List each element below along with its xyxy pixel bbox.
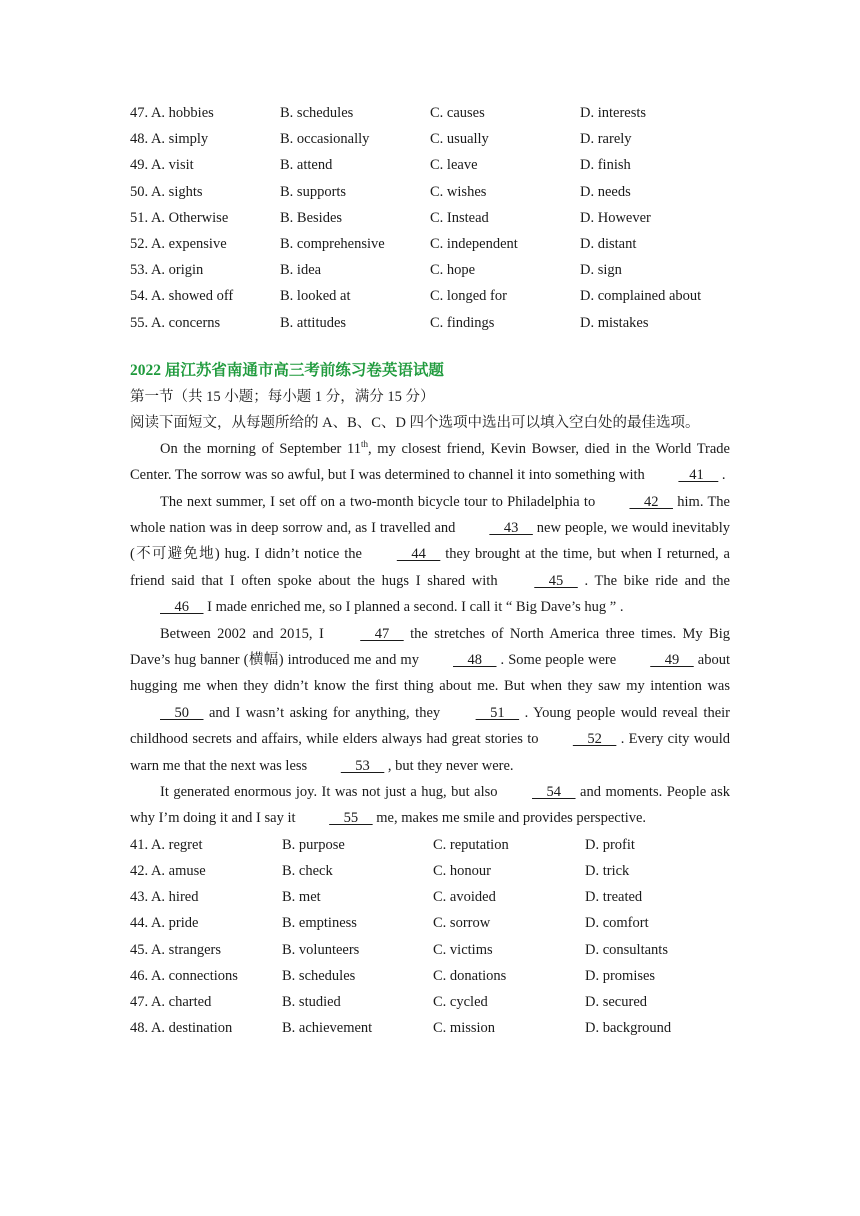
option-d: D. treated [585, 889, 643, 906]
option-b: B. attend [280, 157, 333, 174]
option-a: 42. A. amuse [130, 862, 206, 879]
passage-text: , my closest friend, Kevin Bowser, died in the World Trade Center. The sorrow was so awful, but I was determined to channel it into something with [130, 440, 730, 484]
passage-text: me, makes me smile and provides perspective. [372, 810, 647, 827]
option-a: 54. A. showed off [130, 288, 234, 305]
passage-text: and moments. People ask why I’m doing it and I say it [130, 783, 730, 827]
option-c: C. causes [430, 105, 485, 121]
option-c: C. honour [433, 862, 491, 879]
passage-text: . Young people would reveal their childhood secrets and affairs, while elders always had great stories to [130, 704, 730, 748]
option-b: B. met [282, 889, 321, 906]
blank-49: 49 [650, 651, 694, 668]
option-row-55 [130, 310, 730, 336]
option-d: D. secured [585, 993, 648, 1010]
option-c: C. leave [430, 157, 478, 174]
option-a: 44. A. pride [130, 915, 199, 932]
option-b: B. supports [280, 183, 347, 200]
option-b: B. purpose [282, 836, 345, 853]
option-d: D. comfort [585, 915, 649, 932]
option-b: B. emptiness [282, 915, 357, 932]
option-d: D. rarely [580, 131, 632, 148]
passage-text: . Every city would warn me that the next was less [130, 731, 731, 774]
option-row-52 [130, 231, 730, 257]
option-b: B. schedules [280, 105, 354, 121]
passage-text: about hugging me when they didn’t know the first thing about me. But when they saw my intention was [130, 651, 730, 695]
option-a: 51. A. Otherwise [130, 209, 229, 226]
option-row-46 [130, 963, 730, 989]
blank-55: 55 [329, 810, 373, 827]
option-d: D. needs [580, 183, 631, 200]
option-row-41 [130, 832, 730, 858]
option-a: 46. A. connections [130, 967, 238, 984]
blank-53: 53 [340, 757, 385, 774]
option-a: 43. A. hired [130, 889, 199, 906]
passage-text: . Some people were [496, 651, 621, 668]
options-list-41-48 [130, 832, 730, 1042]
option-d: D. However [580, 209, 651, 226]
option-b: B. comprehensive [280, 235, 385, 252]
option-c: C. victims [433, 941, 493, 958]
option-row-53 [130, 257, 730, 283]
option-d: D. complained about [580, 288, 702, 305]
option-b: B. volunteers [282, 941, 360, 958]
option-row-47 [130, 100, 730, 126]
option-a: 55. A. concerns [130, 314, 221, 331]
option-row-54 [130, 283, 730, 309]
section-header: 第一节（共 15 小题；每小题 1 分，满分 15 分） [130, 388, 435, 405]
option-d: D. trick [585, 862, 630, 879]
passage-text: . [718, 467, 726, 484]
option-a: 48. A. simply [130, 131, 209, 148]
passage-text: On the morning of September 11 [160, 440, 361, 457]
passage-text: The next summer, I set off on a two-month bicycle tour to Philadelphia to [160, 493, 600, 510]
passage-paragraph-4 [130, 779, 730, 832]
blank-48: 48 [453, 651, 497, 668]
passage-paragraph-1 [130, 436, 730, 489]
option-d: D. sign [580, 262, 622, 279]
passage-text: new people, we would inevitably (不可避免地) hug. I didn’t notice the [130, 519, 730, 563]
option-row-47 [130, 989, 730, 1015]
option-a: 41. A. regret [130, 836, 203, 853]
blank-51: 51 [475, 704, 520, 721]
passage-paragraph-3 [130, 621, 730, 779]
option-row-42 [130, 858, 730, 884]
option-c: C. wishes [430, 183, 487, 200]
blank-43: 43 [489, 519, 533, 536]
option-b: B. Besides [280, 209, 343, 226]
option-c: C. cycled [433, 993, 488, 1010]
instructions: 阅读下面短文，从每题所给的 A、B、C、D 四个选项中选出可以填入空白处的最佳选项。 [130, 414, 700, 431]
passage-text: and I wasn’t asking for anything, they [203, 704, 446, 721]
option-b: B. occasionally [280, 131, 370, 148]
option-a: 47. A. hobbies [130, 105, 214, 121]
passage-paragraph-2 [130, 489, 730, 621]
option-a: 50. A. sights [130, 183, 203, 200]
section-title: 2022 届江苏省南通市高三考前练习卷英语试题 [130, 361, 444, 379]
option-row-43 [130, 884, 730, 910]
option-c: C. hope [430, 262, 476, 279]
blank-47: 47 [360, 625, 404, 642]
option-c: C. sorrow [433, 915, 491, 932]
passage-text: the stretches of North America three times. My Big Dave’s hug banner (横幅) introduced me and my [130, 625, 731, 668]
option-d: D. finish [580, 157, 631, 174]
superscript: th [360, 438, 368, 449]
option-d: D. interests [580, 105, 647, 121]
option-c: C. longed for [430, 288, 507, 305]
option-d: D. profit [585, 836, 635, 853]
blank-50: 50 [160, 704, 204, 721]
passage-text: they brought at the time, but when I returned, a friend said that I often spoke about the hugs I shared with [130, 546, 730, 589]
option-row-44 [130, 910, 730, 936]
blank-45: 45 [534, 572, 578, 589]
option-c: C. donations [433, 967, 507, 984]
blank-46: 46 [160, 599, 204, 616]
option-a: 53. A. origin [130, 262, 204, 279]
blank-52: 52 [572, 731, 617, 748]
option-c: C. avoided [433, 889, 496, 906]
option-b: B. studied [282, 993, 341, 1010]
option-row-49 [130, 152, 730, 178]
exam-page [130, 100, 730, 1041]
passage-text: , but they never were. [384, 757, 514, 774]
option-b: B. attitudes [280, 314, 347, 331]
passage-text: It generated enormous joy. It was not just a hug, but also [160, 783, 503, 800]
option-a: 47. A. charted [130, 993, 212, 1010]
passage-text: Between 2002 and 2015, I [160, 625, 331, 642]
option-d: D. consultants [585, 941, 668, 958]
options-list-47-55 [130, 100, 730, 336]
option-c: C. mission [433, 1020, 496, 1037]
option-row-50 [130, 179, 730, 205]
passage-text: I made enriched me, so I planned a second. I call it “ Big Dave’s hug ” . [203, 599, 624, 616]
option-b: B. check [282, 862, 333, 879]
option-a: 45. A. strangers [130, 941, 222, 958]
option-row-48 [130, 1015, 730, 1041]
option-b: B. schedules [282, 967, 356, 984]
passage-text: . The bike ride and the [577, 572, 730, 589]
blank-44: 44 [396, 546, 441, 563]
option-d: D. promises [585, 967, 656, 984]
option-b: B. looked at [280, 288, 351, 305]
option-row-51 [130, 205, 730, 231]
option-c: C. findings [430, 314, 495, 331]
option-c: C. independent [430, 235, 518, 252]
option-b: B. achievement [282, 1020, 373, 1037]
option-c: C. usually [430, 131, 489, 148]
option-c: C. reputation [433, 836, 509, 853]
option-b: B. idea [280, 262, 322, 279]
option-a: 49. A. visit [130, 157, 194, 174]
option-row-48 [130, 126, 730, 152]
option-c: C. Instead [430, 209, 489, 226]
blank-41: 41 [678, 467, 719, 484]
option-a: 48. A. destination [130, 1020, 233, 1037]
passage-text: him. The whole nation was in deep sorrow and, as I travelled and [130, 493, 730, 536]
option-a: 52. A. expensive [130, 235, 227, 252]
option-row-45 [130, 937, 730, 963]
option-d: D. mistakes [580, 314, 649, 331]
option-d: D. background [585, 1020, 672, 1037]
blank-54: 54 [532, 783, 576, 800]
blank-42: 42 [629, 493, 673, 510]
option-d: D. distant [580, 235, 637, 252]
